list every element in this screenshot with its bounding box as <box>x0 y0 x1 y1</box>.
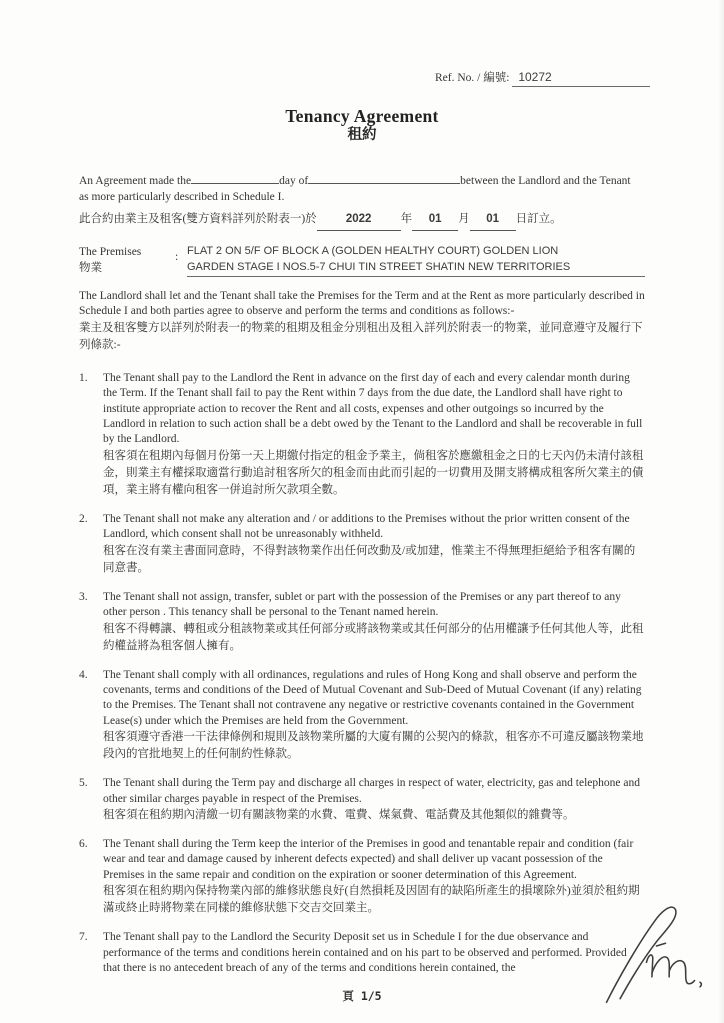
year-label: 年 <box>400 213 413 226</box>
clause-text-chinese: 租客須遵守香港一干法律條例和規則及該物業所屬的大廈有關的公契內的條款，租客亦不可違反屬該物業地段內的官批地契上的任何制約性條款。 <box>103 731 644 761</box>
page-title-english: Tenancy Agreement <box>285 106 439 127</box>
clause-body <box>103 371 645 499</box>
agreement-intro <box>79 173 645 231</box>
clause-item-4 <box>79 668 645 764</box>
clause-body <box>103 668 645 764</box>
clause-body <box>103 930 645 976</box>
clause-number: 3. <box>79 590 88 603</box>
page-title-chinese: 租約 <box>347 126 377 143</box>
clause-text-english: The Tenant shall during the Term pay and discharge all charges in respect of water, electricity, gas and telephone and other similar charges payable in respect of the Premises. <box>103 777 640 805</box>
premises-address <box>187 244 645 277</box>
clause-text-english: The Tenant shall not make any alteration and / or additions to the Premises without the prior written consent of the Landlord, which consent shall not be unreasonably withheld. <box>103 512 630 541</box>
clause-text-english: The Tenant shall comply with all ordinances, regulations and rules of Hong Kong and shall observe and perform the covenants, terms and conditions of the Deed of Mutual Covenant and Sub-Deed of Mutual Covenant (if any) relating to the Premises. The Tenant shall not contravene any negative or restrictive covenants contained in the Government Lease(s) under which the Premises are held from the Government. <box>103 668 642 727</box>
signature-initials <box>592 897 710 1015</box>
intro-text-3: between the Landlord and the Tenant <box>460 175 631 188</box>
lead-paragraph <box>79 289 645 354</box>
lead-paragraph-chinese: 業主及租客雙方以詳列於附表一的物業的租期及租金分別租出及租入詳列於附表一的物業，並同意遵守及履行下列條款:- <box>79 321 643 351</box>
clause-text-chinese: 租客須在租期內每個月份第一天上期繳付指定的租金予業主，倘租客於應繳租金之日的七天內仍未清付該租金，則業主有權採取適當行動追討租客所欠的租金而由此而引起的一切費用及開支將構成租客所欠業主的債項，業主將有權向租客一併追討所欠款項全數。 <box>103 449 644 496</box>
clause-text-chinese: 租客不得轉讓、轉租或分租該物業或其任何部分或將該物業或其任何部分的佔用權讓予任何其他人等，此租約權益將為租客個人擁有。 <box>103 622 644 652</box>
reference-number-value: 10272 <box>512 70 650 87</box>
reference-number-label: Ref. No. / 編號: <box>435 72 510 84</box>
date-month-value: 01 <box>412 210 458 231</box>
clause-number: 5. <box>79 777 88 790</box>
clause-number: 1. <box>79 371 88 384</box>
date-day-value: 01 <box>470 210 516 231</box>
date-year-value: 2022 <box>317 210 401 231</box>
clause-item-5 <box>79 776 645 824</box>
intro-text-1: An Agreement made the <box>79 175 192 188</box>
premises-label-english: The Premises <box>79 246 142 259</box>
clause-text-english: The Tenant shall pay to the Landlord the Security Deposit set us in Schedule I for the due observance and performance of the terms and conditions herein contained and on his part to be observed and performed. Provided that there is no antecedent breach of any of the terms and conditions herein contained, the <box>103 931 627 974</box>
month-label: 月 <box>458 213 470 226</box>
reference-number-line <box>435 70 650 87</box>
blank-month-field <box>308 173 460 184</box>
clause-number: 6. <box>79 837 88 850</box>
clause-text-english: The Tenant shall pay to the Landlord the Rent in advance on the first day of each and every calendar month during the Term. If the Tenant shall fail to pay the Rent within 7 days from the due date, the Landlord shall have right to institute appropriate action to recover the Rent and all costs, expenses and other outgoings so incurred by the Landlord in relation to such action shall be a debt owed by the Tenant to the Landlord and shall be recoverable in full by the Landlord. <box>103 371 643 446</box>
clause-body <box>103 837 645 917</box>
clause-list <box>79 371 645 990</box>
clause-text-english: The Tenant shall during the Term keep the interior of the Premises in good and tenantable repair and condition (fair wear and tear and damage caused by inherent defects expected) and shall deliver up vacant possession of the Premises in the same repair and condition on the expiration or sooner determination of this Agreement. <box>103 837 634 881</box>
intro-line-english-2: as more particularly described in Schedule I. <box>79 190 285 203</box>
page-number-footer: 頁 1/5 <box>342 989 382 1004</box>
clause-text-chinese: 租客須在租約期內清繳一切有關該物業的水費、電費、煤氣費、電話費及其他類似的雜費等。 <box>103 808 575 821</box>
blank-day-field <box>191 173 279 184</box>
clause-item-3 <box>79 590 645 655</box>
clause-body <box>103 776 645 824</box>
intro-line-chinese <box>79 210 645 231</box>
intro-chinese-prefix: 此合約由業主及租客(雙方資料詳列於附表一)於 <box>79 213 317 226</box>
clause-item-7 <box>79 930 645 976</box>
clause-item-6 <box>79 837 645 917</box>
premises-section <box>79 244 645 277</box>
clause-number: 7. <box>79 931 88 944</box>
lead-paragraph-english: The Landlord shall let and the Tenant shall take the Premises for the Term and at the Rent as more particularly described in Schedule I and both parties agree to observe and perform the terms and conditions as follows:- <box>79 290 645 318</box>
premises-address-line-2: GARDEN STAGE I NOS.5-7 CHUI TIN STREET SHATIN NEW TERRITORIES <box>187 260 645 277</box>
clause-number: 4. <box>79 668 88 681</box>
clause-number: 2. <box>79 512 88 525</box>
premises-label-chinese: 物業 <box>79 262 102 275</box>
clause-item-2 <box>79 512 645 577</box>
intro-line-english <box>79 173 645 189</box>
clause-body <box>103 512 645 577</box>
premises-labels <box>79 244 175 277</box>
premises-colon: : <box>175 251 179 264</box>
premises-address-line-1: FLAT 2 ON 5/F OF BLOCK A (GOLDEN HEALTHY COURT) GOLDEN LION <box>187 245 559 258</box>
intro-text-2: day of <box>279 175 309 188</box>
clause-text-chinese: 租客在沒有業主書面同意時，不得對該物業作出任何改動及/或加建，惟業主不得無理拒絕給予租客有關的同意書。 <box>103 544 636 574</box>
clause-body <box>103 590 645 655</box>
clause-text-english: The Tenant shall not assign, transfer, sublet or part with the possession of the Premises or any part thereof to any other person . This tenancy shall be personal to the Tenant named herein. <box>103 590 621 619</box>
clause-item-1 <box>79 371 645 499</box>
clause-text-chinese: 租客須在租約期內保持物業內部的維修狀態良好(自然損耗及因固有的缺陷所產生的損壞除外)並須於租約期滿或終止時將物業在同樣的維修狀態下交吉交回業主。 <box>103 885 640 915</box>
title-block <box>79 106 645 143</box>
day-label: 日訂立。 <box>515 213 562 226</box>
